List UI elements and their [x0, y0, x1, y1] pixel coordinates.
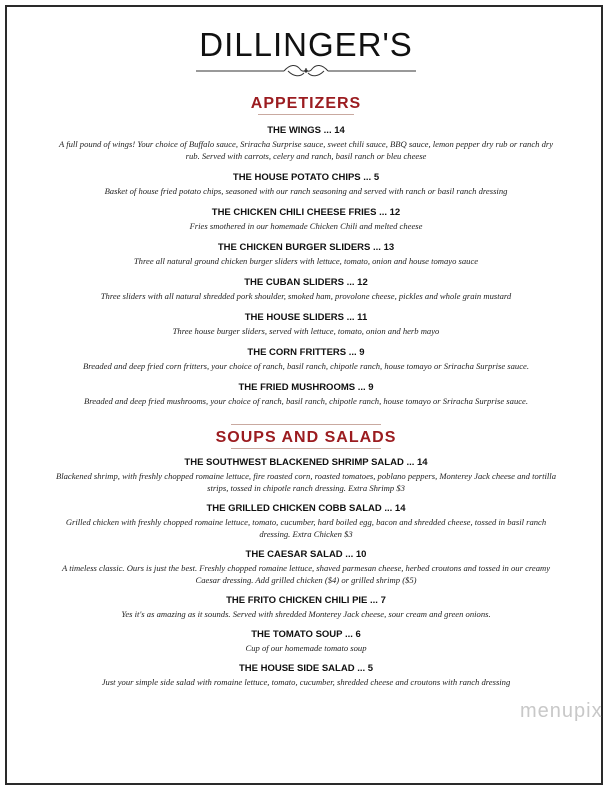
item-description: Cup of our homemade tomato soup	[245, 643, 367, 653]
item-title: THE WINGS ... 14	[267, 125, 345, 136]
flourish-divider-icon	[196, 62, 416, 80]
item-description: Yes it's as amazing as it sounds. Served with shredded Monterey Jack cheese, sour cream and green onions.	[121, 609, 491, 619]
item-title: THE CHICKEN CHILI CHEESE FRIES ... 12	[211, 207, 401, 218]
item-title: THE CHICKEN BURGER SLIDERS ... 13	[217, 242, 395, 253]
item-description: Breaded and deep fried mushrooms, your choice of ranch, basil ranch, chipotle ranch, house tomayo or Sriracha Surprise sauce.	[83, 396, 529, 406]
item-description: Just your simple side salad with romaine lettuce, tomato, cucumber, shredded cheese and croutons with ranch dressing	[101, 677, 511, 687]
menu-item	[0, 207, 612, 232]
item-title: THE HOUSE SIDE SALAD ... 5	[238, 663, 374, 674]
menu-item	[0, 242, 612, 267]
item-title: THE SOUTHWEST BLACKENED SHRIMP SALAD ... 14	[184, 457, 428, 468]
section-rule	[231, 448, 381, 449]
item-title: THE GRILLED CHICKEN COBB SALAD ... 14	[206, 503, 406, 514]
menu-item	[0, 457, 612, 494]
item-description: Fries smothered in our homemade Chicken Chili and melted cheese	[189, 221, 423, 231]
item-title: THE FRIED MUSHROOMS ... 9	[238, 382, 374, 393]
item-description: Three house burger sliders, served with lettuce, tomato, onion and herb mayo	[172, 326, 440, 336]
appetizers-section	[0, 92, 612, 407]
menu-item	[0, 172, 612, 197]
menu-item	[0, 663, 612, 688]
section-heading: SOUPS AND SALADS	[215, 429, 397, 446]
soups-salads-section	[0, 424, 612, 688]
restaurant-title: DILLINGER'S	[199, 26, 413, 63]
item-title: THE TOMATO SOUP ... 6	[251, 629, 361, 640]
section-rule	[258, 114, 354, 115]
section-rule	[231, 424, 381, 425]
menu-item	[0, 503, 612, 540]
item-description: Three all natural ground chicken burger sliders with lettuce, tomato, onion and house tomayo sauce	[133, 256, 479, 266]
item-description: A timeless classic. Ours is just the best. Freshly chopped romaine lettuce, shaved parmesan cheese, herbed croutons and tossed in our creamy Caesar dressing. Add grilled chicken ($4) or grilled shrimp ($5)	[61, 563, 551, 585]
menu-item	[0, 312, 612, 337]
menu-item	[0, 595, 612, 620]
item-title: THE HOUSE POTATO CHIPS ... 5	[232, 172, 380, 183]
item-description: Three sliders with all natural shredded pork shoulder, smoked ham, provolone cheese, pickles and whole grain mustard	[100, 291, 512, 301]
item-description: Blackened shrimp, with freshly chopped romaine lettuce, fire roasted corn, roasted tomatoes, poblano peppers, Monterey Jack cheese and tortilla strips, tossed in chipotle ranch dressing. Extra Shrimp $3	[55, 471, 556, 493]
menu-item	[0, 277, 612, 302]
menu-item	[0, 629, 612, 654]
item-title: THE FRITO CHICKEN CHILI PIE ... 7	[226, 595, 386, 606]
item-title: THE CUBAN SLIDERS ... 12	[244, 277, 368, 288]
item-description: Grilled chicken with freshly chopped romaine lettuce, tomato, cucumber, hard boiled egg, bacon and shredded cheese, tossed in basil ranch dressing. Extra Chicken $3	[65, 517, 547, 539]
item-title: THE CORN FRITTERS ... 9	[247, 347, 365, 358]
item-title: THE CAESAR SALAD ... 10	[245, 549, 367, 560]
item-description: Basket of house fried potato chips, seasoned with our ranch seasoning and served with ranch or basil ranch dressing	[104, 186, 508, 196]
item-description: Breaded and deep fried corn fritters, your choice of ranch, basil ranch, chipotle ranch, house tomayo or Sriracha Surprise sauce.	[82, 361, 529, 371]
menu-item	[0, 549, 612, 586]
item-title: THE HOUSE SLIDERS ... 11	[244, 312, 368, 323]
item-description: A full pound of wings! Your choice of Buffalo sauce, Sriracha Surprise sauce, sweet chili sauce, BBQ sauce, lemon pepper dry rub or ranch dry rub. Served with carrots, celery and ranch, basil ranch or bleu cheese	[58, 139, 554, 161]
menu-item	[0, 347, 612, 372]
section-heading: APPETIZERS	[250, 95, 362, 112]
menu-item	[0, 125, 612, 162]
watermark-text: menupix	[520, 700, 603, 722]
menu-item	[0, 382, 612, 407]
